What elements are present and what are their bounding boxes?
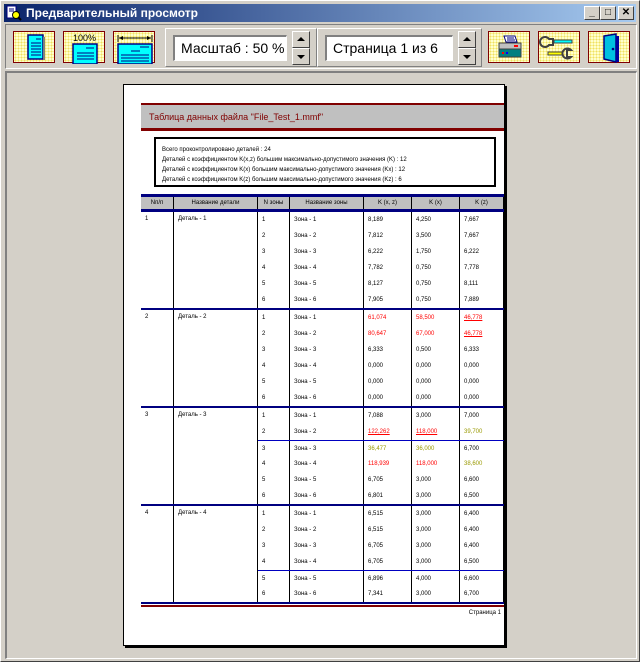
k-x-value: 118,000 — [412, 456, 460, 472]
table-row — [258, 522, 504, 538]
k-z-value: 7,889 — [460, 292, 504, 308]
table-row — [258, 408, 504, 424]
preview-app-icon — [6, 5, 22, 21]
k-xz-value: 7,905 — [364, 292, 412, 308]
zoom-100-button[interactable] — [63, 31, 105, 63]
table-row — [258, 260, 504, 276]
preview-page — [123, 84, 505, 646]
k-x-value: 3,000 — [412, 538, 460, 554]
detail-number: 2 — [141, 310, 174, 406]
maximize-icon: □ — [604, 7, 612, 18]
k-xz-value: 7,782 — [364, 260, 412, 276]
zone-name: Зона - 2 — [290, 326, 364, 342]
k-xz-value: 36,477 — [364, 441, 412, 456]
table-group — [141, 212, 504, 310]
k-xz-value: 122,262 — [364, 424, 412, 440]
k-z-value: 6,700 — [460, 586, 504, 602]
k-x-value: 0,750 — [412, 260, 460, 276]
zone-name: Зона - 5 — [290, 276, 364, 292]
zoom-field[interactable]: Масштаб : 50 % — [173, 35, 287, 61]
window-title: Предварительный просмотр — [26, 6, 198, 20]
table-group — [141, 408, 504, 506]
table-row — [258, 538, 504, 554]
exit-button[interactable] — [588, 31, 630, 63]
zone-name: Зона - 5 — [290, 472, 364, 488]
zone-name: Зона - 1 — [290, 408, 364, 424]
zone-name: Зона - 2 — [290, 424, 364, 440]
table-row — [258, 228, 504, 244]
table-body — [141, 212, 504, 604]
zone-name: Зона - 4 — [290, 260, 364, 276]
summary-line: Деталей с коэффициентом K(z) большим максимально-допустимого значения (Kz) : 6 — [162, 177, 402, 183]
close-icon: ✕ — [621, 7, 631, 18]
page-icon — [14, 32, 56, 64]
page-group — [317, 28, 482, 67]
k-x-value: 118,000 — [412, 424, 460, 440]
table-row — [258, 326, 504, 342]
zone-name: Зона - 1 — [290, 212, 364, 228]
k-x-value: 0,000 — [412, 358, 460, 374]
k-xz-value: 61,074 — [364, 310, 412, 326]
detail-number: 3 — [141, 408, 174, 504]
page-footer: Страница 1 — [468, 610, 501, 616]
k-z-value: 6,500 — [460, 554, 504, 570]
k-xz-value: 7,088 — [364, 408, 412, 424]
table-row — [258, 424, 504, 440]
zone-name: Зона - 4 — [290, 554, 364, 570]
k-xz-value: 6,515 — [364, 506, 412, 522]
zone-number: 6 — [258, 586, 290, 602]
k-xz-value: 6,705 — [364, 538, 412, 554]
k-xz-value: 6,515 — [364, 522, 412, 538]
page-down-button[interactable] — [458, 48, 476, 65]
zone-number: 1 — [258, 408, 290, 424]
k-x-value: 0,000 — [412, 390, 460, 406]
zone-number: 4 — [258, 554, 290, 570]
table-row — [258, 586, 504, 602]
zone-number: 6 — [258, 292, 290, 308]
k-z-value: 6,400 — [460, 522, 504, 538]
k-z-value: 7,778 — [460, 260, 504, 276]
table-row — [258, 472, 504, 488]
table-row — [258, 358, 504, 374]
zoom-down-button[interactable] — [292, 48, 310, 65]
page-width-button[interactable] — [113, 31, 155, 63]
title-bar — [4, 4, 636, 22]
k-z-value: 46,778 — [460, 310, 504, 326]
k-x-value: 0,750 — [412, 276, 460, 292]
zone-number: 3 — [258, 441, 290, 456]
k-x-value: 0,500 — [412, 342, 460, 358]
zone-number: 6 — [258, 488, 290, 504]
k-xz-value: 80,647 — [364, 326, 412, 342]
zone-number: 2 — [258, 424, 290, 440]
k-z-value: 6,700 — [460, 441, 504, 456]
k-x-value: 1,750 — [412, 244, 460, 260]
wrench-icon — [539, 32, 581, 64]
table-row — [258, 488, 504, 504]
zone-number: 2 — [258, 522, 290, 538]
k-x-value: 4,250 — [412, 212, 460, 228]
k-z-value: 6,600 — [460, 472, 504, 488]
footer-divider — [141, 605, 504, 607]
k-xz-value: 0,000 — [364, 358, 412, 374]
k-xz-value: 7,812 — [364, 228, 412, 244]
k-z-value: 6,222 — [460, 244, 504, 260]
detail-number: 4 — [141, 506, 174, 602]
k-x-value: 3,000 — [412, 472, 460, 488]
k-xz-value: 6,222 — [364, 244, 412, 260]
k-x-value: 3,500 — [412, 228, 460, 244]
k-z-value: 39,700 — [460, 424, 504, 440]
zone-name: Зона - 3 — [290, 244, 364, 260]
toolbar — [5, 24, 637, 69]
k-x-value: 58,500 — [412, 310, 460, 326]
zoom-group — [165, 28, 317, 67]
k-x-value: 0,750 — [412, 292, 460, 308]
table-row — [258, 570, 504, 586]
column-header: K (x, z) — [364, 197, 412, 209]
zone-name: Зона - 2 — [290, 522, 364, 538]
column-header: N зоны — [258, 197, 290, 209]
svg-text:100%: 100% — [73, 33, 97, 43]
k-z-value: 0,000 — [460, 374, 504, 390]
k-xz-value: 6,896 — [364, 571, 412, 586]
column-header: K (x) — [412, 197, 460, 209]
zone-number: 5 — [258, 472, 290, 488]
summary-line: Деталей с коэффициентом K(x,z) большим максимально-допустимого значения (K) : 12 — [162, 157, 407, 163]
k-xz-value: 8,189 — [364, 212, 412, 228]
zone-name: Зона - 5 — [290, 374, 364, 390]
zone-name: Зона - 6 — [290, 586, 364, 602]
zone-name: Зона - 3 — [290, 342, 364, 358]
k-xz-value: 6,333 — [364, 342, 412, 358]
zone-number: 4 — [258, 358, 290, 374]
table-row — [258, 506, 504, 522]
zone-name: Зона - 3 — [290, 538, 364, 554]
zone-number: 5 — [258, 571, 290, 586]
summary-line: Всего проконтролировано деталей : 24 — [162, 147, 271, 153]
document-header — [141, 103, 504, 131]
k-z-value: 6,400 — [460, 538, 504, 554]
k-xz-value: 118,939 — [364, 456, 412, 472]
page-up-button[interactable] — [458, 31, 476, 48]
minimize-icon: _ — [589, 7, 595, 18]
k-x-value: 3,000 — [412, 408, 460, 424]
table-row — [258, 292, 504, 308]
k-z-value: 6,500 — [460, 488, 504, 504]
k-z-value: 7,667 — [460, 212, 504, 228]
zone-name: Зона - 4 — [290, 358, 364, 374]
k-x-value: 3,000 — [412, 586, 460, 602]
k-z-value: 8,111 — [460, 276, 504, 292]
k-x-value: 67,000 — [412, 326, 460, 342]
zone-number: 5 — [258, 374, 290, 390]
maximize-button[interactable] — [600, 6, 616, 20]
k-x-value: 0,000 — [412, 374, 460, 390]
zone-name: Зона - 1 — [290, 310, 364, 326]
detail-name: Деталь - 4 — [174, 506, 258, 602]
zone-name: Зона - 4 — [290, 456, 364, 472]
column-header: K (z) — [460, 197, 504, 209]
column-header: Название детали — [174, 197, 258, 209]
zone-name: Зона - 5 — [290, 571, 364, 586]
zoom-up-button[interactable] — [292, 31, 310, 48]
k-z-value: 6,400 — [460, 506, 504, 522]
k-x-value: 3,000 — [412, 554, 460, 570]
k-xz-value: 6,705 — [364, 472, 412, 488]
table-row — [258, 212, 504, 228]
zone-number: 2 — [258, 326, 290, 342]
zone-number: 5 — [258, 276, 290, 292]
zone-number: 2 — [258, 228, 290, 244]
zone-number: 1 — [258, 310, 290, 326]
k-x-value: 3,000 — [412, 488, 460, 504]
zone-name: Зона - 2 — [290, 228, 364, 244]
k-z-value: 7,000 — [460, 408, 504, 424]
k-z-value: 0,000 — [460, 390, 504, 406]
door-icon — [589, 32, 631, 64]
document-title: Таблица данных файла "File_Test_1.mmf" — [149, 112, 324, 122]
table-row — [258, 310, 504, 326]
k-x-value: 4,000 — [412, 571, 460, 586]
minimize-button[interactable] — [584, 6, 600, 20]
detail-number: 1 — [141, 212, 174, 308]
zone-number: 3 — [258, 538, 290, 554]
settings-button[interactable] — [538, 31, 580, 63]
zone-number: 4 — [258, 456, 290, 472]
k-x-value: 3,000 — [412, 506, 460, 522]
printer-icon — [489, 32, 531, 64]
zone-number: 4 — [258, 260, 290, 276]
table-row — [258, 342, 504, 358]
k-z-value: 6,333 — [460, 342, 504, 358]
whole-page-button[interactable] — [13, 31, 55, 63]
k-z-value: 6,600 — [460, 571, 504, 586]
table-row — [258, 276, 504, 292]
page-field[interactable]: Страница 1 из 6 — [325, 35, 453, 61]
zone-number: 3 — [258, 342, 290, 358]
column-header: Nп/п — [141, 197, 174, 209]
zone-number: 6 — [258, 390, 290, 406]
k-xz-value: 6,705 — [364, 554, 412, 570]
zone-number: 1 — [258, 506, 290, 522]
table-row — [258, 456, 504, 472]
k-z-value: 7,667 — [460, 228, 504, 244]
table-row — [258, 374, 504, 390]
detail-name: Деталь - 1 — [174, 212, 258, 308]
zone-name: Зона - 1 — [290, 506, 364, 522]
k-x-value: 36,000 — [412, 441, 460, 456]
k-z-value: 0,000 — [460, 358, 504, 374]
k-xz-value: 7,341 — [364, 586, 412, 602]
table-row — [258, 390, 504, 406]
summary-box — [154, 137, 496, 187]
detail-name: Деталь - 2 — [174, 310, 258, 406]
close-button[interactable] — [618, 6, 634, 20]
zone-name: Зона - 6 — [290, 390, 364, 406]
zone-name: Зона - 3 — [290, 441, 364, 456]
table-row — [258, 440, 504, 456]
zone-number: 1 — [258, 212, 290, 228]
table-group — [141, 506, 504, 604]
k-xz-value: 0,000 — [364, 374, 412, 390]
table-header — [141, 194, 504, 212]
zone-name: Зона - 6 — [290, 292, 364, 308]
k-z-value: 38,600 — [460, 456, 504, 472]
detail-name: Деталь - 3 — [174, 408, 258, 504]
k-xz-value: 8,127 — [364, 276, 412, 292]
page-width-icon — [114, 32, 156, 64]
zone-number: 3 — [258, 244, 290, 260]
zone-name: Зона - 6 — [290, 488, 364, 504]
print-button[interactable] — [488, 31, 530, 63]
k-z-value: 46,778 — [460, 326, 504, 342]
column-header: Название зоны — [290, 197, 364, 209]
data-table — [141, 194, 504, 604]
k-x-value: 3,000 — [412, 522, 460, 538]
k-xz-value: 6,801 — [364, 488, 412, 504]
zoom-100-icon — [64, 32, 106, 64]
k-xz-value: 0,000 — [364, 390, 412, 406]
table-group — [141, 310, 504, 408]
table-row — [258, 554, 504, 570]
table-row — [258, 244, 504, 260]
summary-line: Деталей с коэффициентом K(x) большим максимально-допустимого значения (Kx) : 12 — [162, 167, 406, 173]
